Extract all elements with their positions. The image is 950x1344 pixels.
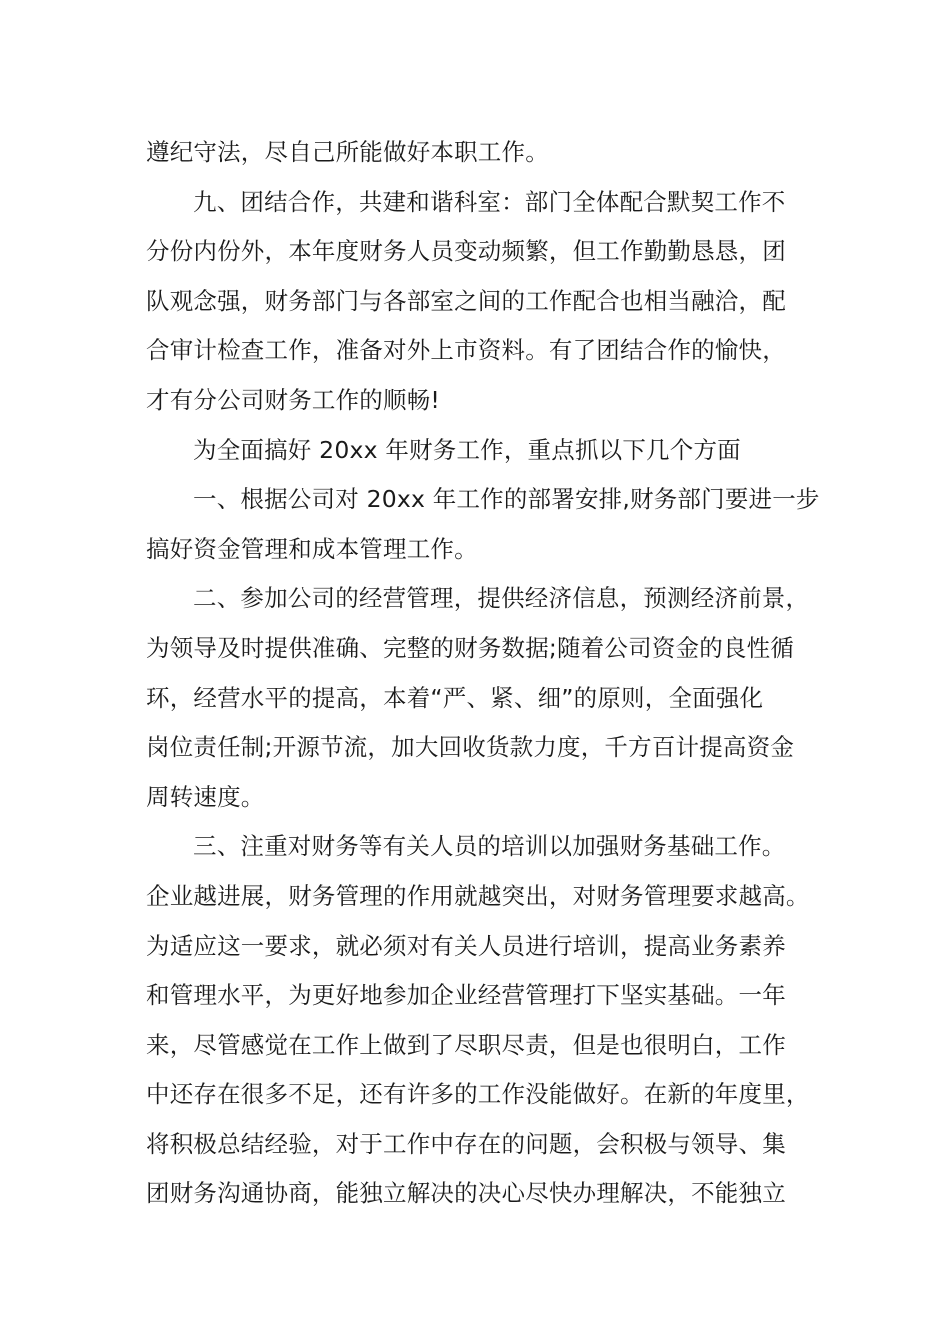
- text-line: 二、参加公司的经营管理，提供经济信息，预测经济前景，: [193, 584, 810, 613]
- text-line: 企业越进展，财务管理的作用就越突出，对财务管理要求越高。: [146, 881, 810, 910]
- text-line: 才有分公司财务工作的顺畅!: [146, 385, 441, 414]
- text-line: 中还存在很多不足，还有许多的工作没能做好。在新的年度里，: [146, 1080, 810, 1109]
- text-line: 来，尽管感觉在工作上做到了尽职尽责，但是也很明白，工作: [146, 1030, 786, 1059]
- document-body: [146, 128, 826, 1219]
- text-line: 将积极总结经验，对于工作中存在的问题，会积极与领导、集: [146, 1129, 786, 1158]
- text-line: 搞好资金管理和成本管理工作。: [146, 534, 478, 563]
- text-line: 分份内份外，本年度财务人员变动频繁，但工作勤勤恳恳，团: [146, 237, 786, 266]
- text-line: 九、团结合作，共建和谐科室：部门全体配合默契工作不: [193, 187, 786, 216]
- text-line: 团财务沟通协商，能独立解决的决心尽快办理解决，不能独立: [146, 1179, 786, 1208]
- text-line: 遵纪守法，尽自己所能做好本职工作。: [146, 138, 549, 166]
- text-line: 为全面搞好 20xx 年财务工作，重点抓以下几个方面: [193, 435, 741, 464]
- text-line: 为适应这一要求，就必须对有关人员进行培训，提高业务素养: [146, 931, 786, 960]
- text-line: 周转速度。: [146, 782, 265, 811]
- text-line: 和管理水平，为更好地参加企业经营管理打下坚实基础。一年: [146, 981, 786, 1010]
- text-line: 岗位责任制;开源节流，加大回收货款力度，千方百计提高资金: [146, 733, 795, 762]
- text-line: 环，经营水平的提高，本着“严、紧、细”的原则，全面强化: [146, 683, 764, 712]
- text-line: 一、根据公司对 20xx 年工作的部署安排,财务部门要进一步: [193, 485, 820, 514]
- text-line: 三、注重对财务等有关人员的培训以加强财务基础工作。: [193, 832, 786, 861]
- text-line: 为领导及时提供准确、完整的财务数据;随着公司资金的良性循: [146, 633, 795, 662]
- text-line: 队观念强，财务部门与各部室之间的工作配合也相当融洽，配: [146, 286, 786, 315]
- text-line: 合审计检查工作，准备对外上市资料。有了团结合作的愉快，: [146, 336, 786, 365]
